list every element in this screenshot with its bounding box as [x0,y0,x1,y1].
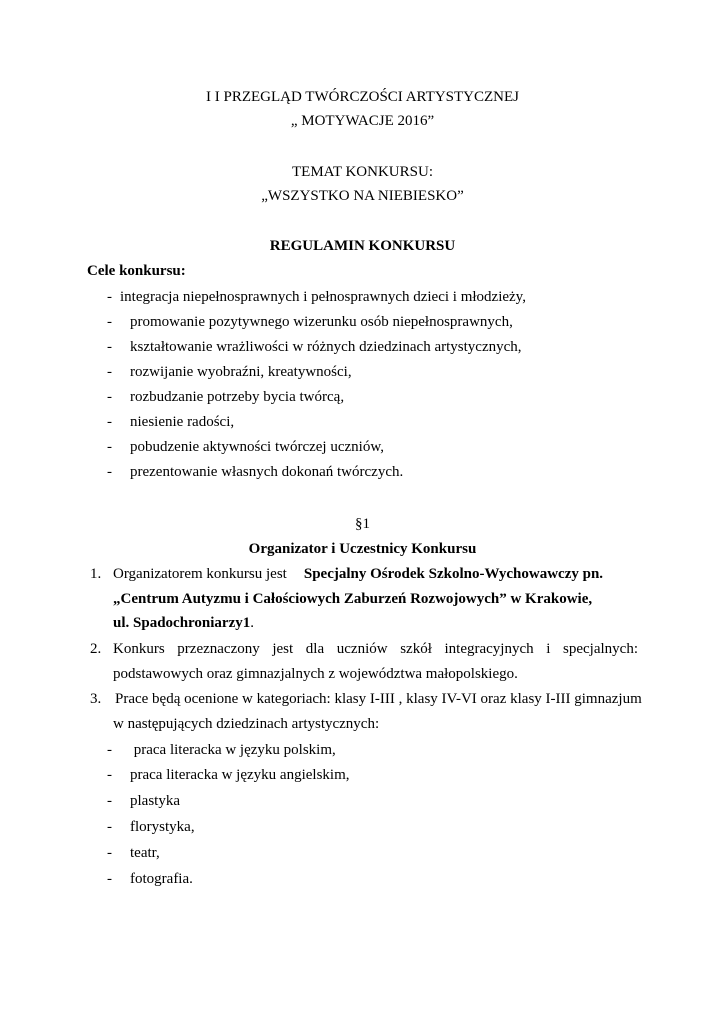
point-3-line-2: w następujących dziedzinach artystycznych: [113,716,380,732]
list-item: praca literacka w języku polskim, [130,742,336,758]
list-bullet: - [107,742,112,758]
list-bullet: - [107,871,112,887]
organizer-street-end: . [250,615,254,631]
point-number: 1. [90,566,102,582]
theme-label: TEMAT KONKURSU: [292,164,433,180]
point-number: 3. [90,691,102,707]
list-item: fotografia. [130,871,193,887]
list-item: integracja niepełnosprawnych i pełnosprawnych dzieci i młodzieży, [120,289,526,305]
list-bullet: - [107,793,112,809]
list-item: promowanie pozytywnego wizerunku osób niepełnosprawnych, [130,314,513,330]
list-item: kształtowanie wrażliwości w różnych dziedzinach artystycznych, [130,339,522,355]
point-2-line-1: Konkurs przeznaczony jest dla uczniów szkół integracyjnych i specjalnych: [113,641,638,657]
list-item: plastyka [130,793,180,809]
document-subtitle: „ MOTYWACJE 2016” [290,113,435,129]
goals-heading: Cele konkursu: [87,263,186,279]
list-item: teatr, [130,845,160,861]
list-item: pobudzenie aktywności twórczej uczniów, [130,439,384,455]
list-bullet: - [107,289,112,305]
organizer-name: Specjalny Ośrodek Szkolno-Wychowawczy pn. [303,566,604,582]
list-item: rozwijanie wyobraźni, kreatywności, [130,364,352,380]
list-item: praca literacka w języku angielskim, [130,767,350,783]
list-bullet: - [107,389,112,405]
list-item: rozbudzanie potrzeby bycia twórcą, [130,389,345,405]
point-3-line-1: Prace będą ocenione w kategoriach: klasy I-III , klasy IV-VI oraz klasy I-III gimnazjum [115,691,642,707]
list-item: prezentowanie własnych dokonań twórczych. [130,464,404,480]
list-item: florystyka, [130,819,195,835]
list-bullet: - [107,314,112,330]
organizer-name-cont: „Centrum Autyzmu i Całościowych Zaburzeń Rozwojowych” w Krakowie, [113,591,593,607]
list-bullet: - [107,439,112,455]
organizer-street: ul. Spadochroniarzy1 [113,615,251,631]
list-bullet: - [107,414,112,430]
list-bullet: - [107,339,112,355]
list-item: niesienie radości, [130,414,235,430]
section-number: §1 [355,516,370,532]
list-bullet: - [107,767,112,783]
point-number: 2. [90,641,102,657]
list-bullet: - [107,819,112,835]
point-1-line-1 [113,565,638,583]
point-1-intro: Organizatorem konkursu jest [113,566,287,582]
list-bullet: - [107,845,112,861]
organizer-address [113,614,254,632]
list-bullet: - [107,464,112,480]
document-title: I I PRZEGLĄD TWÓRCZOŚCI ARTYSTYCZNEJ [206,89,519,105]
section-heading: Organizator i Uczestnicy Konkursu [248,541,477,557]
regulations-heading: REGULAMIN KONKURSU [269,238,456,254]
theme-value: „WSZYSTKO NA NIEBIESKO” [261,188,464,204]
list-bullet: - [107,364,112,380]
point-2-line-2: podstawowych oraz gimnazjalnych z województwa małopolskiego. [113,666,518,682]
